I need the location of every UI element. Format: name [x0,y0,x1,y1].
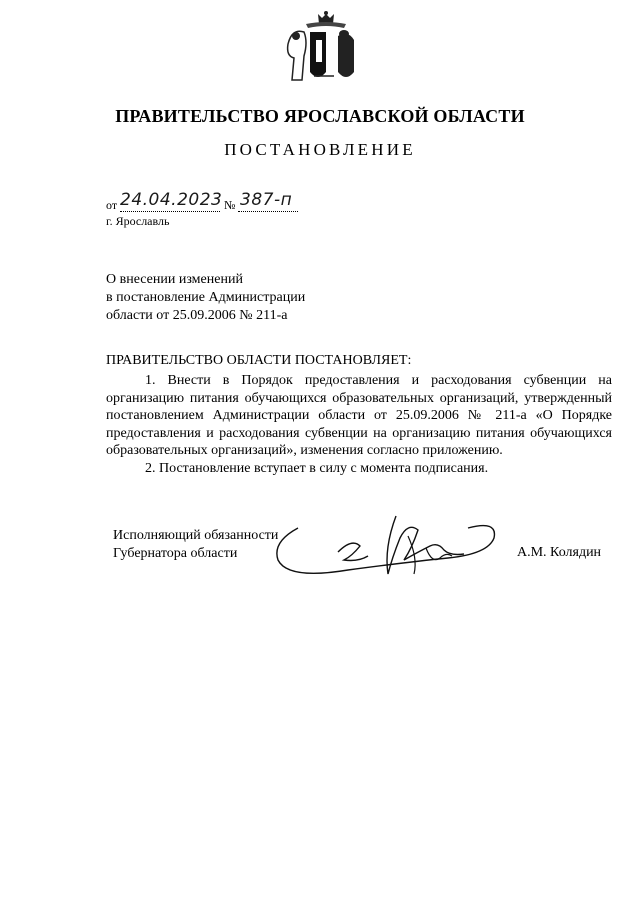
subject-line: в постановление Администрации [106,290,306,305]
date-prefix: от [106,198,118,212]
resolution-heading: ПРАВИТЕЛЬСТВО ОБЛАСТИ ПОСТАНОВЛЯЕТ: [106,353,412,368]
number-prefix: № [224,198,236,212]
document-type: ПОСТАНОВЛЕНИЕ [224,140,416,159]
body-paragraph: 1. Внести в Порядок предоставления и расходования субвенции на организацию питания обучающихся образовательных организаций, утвержденный постановлением Администрации области от 25.09.2006 № 211-а «О Порядке предоставления и расходования субвенции на организацию питания обучающихся образовательных организаций», изменения согласно приложению. [106,373,612,458]
position-line: Исполняющий обязанности [113,528,279,543]
signatory-name: А.М. Колядин [517,545,602,560]
body-text [106,372,612,477]
signatory-position [113,527,278,563]
body-paragraph: 2. Постановление вступает в силу с момента подписания. [145,460,489,476]
handwritten-signature-icon [268,508,508,588]
organization-title: ПРАВИТЕЛЬСТВО ЯРОСЛАВСКОЙ ОБЛАСТИ [115,106,525,126]
number-underline [238,211,298,212]
subject-line: О внесении изменений [106,272,243,287]
subject-line: области от 25.09.2006 № 211-а [106,308,288,323]
date-value: 24.04.2023 [120,190,223,210]
coat-of-arms-icon [282,10,366,90]
city-label: г. Ярославль [106,214,170,228]
date-underline [120,211,220,212]
subject-block [106,271,305,325]
position-line: Губернатора области [113,546,238,561]
date-number-line [106,190,356,214]
number-value: 387-п [240,190,293,210]
